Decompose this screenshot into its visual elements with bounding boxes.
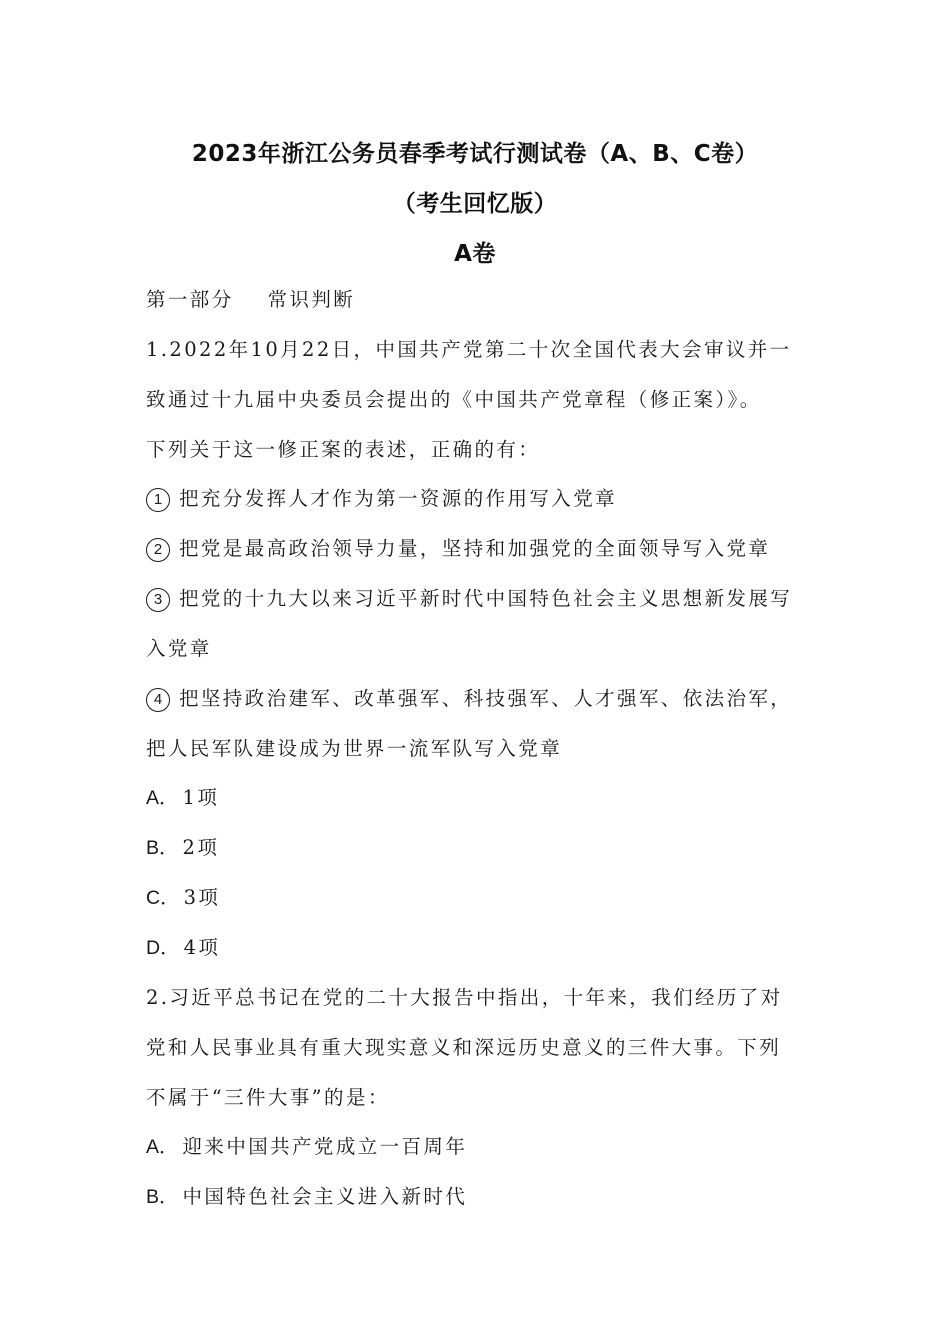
- statement-continuation: 入党章: [146, 637, 212, 660]
- option-text: 4项: [183, 936, 221, 959]
- circled-number-marker: 2: [146, 538, 170, 562]
- q2-option-a: [146, 1133, 826, 1161]
- document-subtitle: （考生回忆版）: [392, 191, 558, 217]
- q1-statement-2: [146, 535, 826, 563]
- option-key: A．: [146, 1136, 179, 1158]
- q1-option-b: [146, 834, 826, 862]
- option-text: 1项: [182, 786, 220, 809]
- statement-text: 把党的十九大以来习近平新时代中国特色社会主义思想新发展写: [179, 587, 793, 610]
- option-text: 3项: [183, 886, 221, 909]
- option-key: B．: [146, 1186, 179, 1208]
- circled-number-marker: 3: [146, 588, 170, 612]
- paper-label: A卷: [454, 241, 496, 267]
- q2-stem-line: 不属于“三件大事”的是：: [146, 1086, 390, 1109]
- option-key: A．: [146, 787, 179, 809]
- option-key: B．: [146, 837, 179, 859]
- circled-number-marker: 4: [146, 688, 170, 712]
- q1-option-d: [146, 934, 826, 962]
- option-key: D．: [146, 937, 180, 959]
- q1-stem-line: 致通过十九届中央委员会提出的《中国共产党章程（修正案）》。: [146, 388, 762, 411]
- statement-text: 把充分发挥人才作为第一资源的作用写入党章: [179, 487, 618, 510]
- section-part: 第一部分: [146, 288, 234, 311]
- option-key: C．: [146, 887, 180, 909]
- q1-stem-line: 下列关于这一修正案的表述，正确的有：: [146, 438, 541, 461]
- q1-stem-line: 1.2022年10月22日，中国共产党第二十次全国代表大会审议并一: [146, 338, 792, 361]
- statement-continuation: 把人民军队建设成为世界一流军队写入党章: [146, 737, 563, 760]
- option-text: 中国特色社会主义进入新时代: [182, 1185, 468, 1208]
- section-heading: [146, 286, 826, 314]
- q1-statement-4: [146, 685, 826, 713]
- statement-text: 把坚持政治建军、改革强军、科技强军、人才强军、依法治军，: [179, 687, 793, 710]
- q2-stem-line: 2.习近平总书记在党的二十大报告中指出，十年来，我们经历了对: [146, 986, 783, 1009]
- q1-statement-3: [146, 585, 826, 613]
- section-name: 常识判断: [267, 288, 356, 311]
- q1-statement-1: [146, 485, 826, 513]
- q2-option-b: [146, 1183, 826, 1211]
- option-text: 迎来中国共产党成立一百周年: [182, 1135, 468, 1158]
- q1-option-c: [146, 884, 826, 912]
- circled-number-marker: 1: [146, 488, 170, 512]
- option-text: 2项: [182, 836, 220, 859]
- statement-text: 把党是最高政治领导力量，坚持和加强党的全面领导写入党章: [179, 537, 771, 560]
- q2-stem-line: 党和人民事业具有重大现实意义和深远历史意义的三件大事。下列: [146, 1036, 782, 1059]
- document-title: 2023年浙江公务员春季考试行测试卷（A、B、C卷）: [191, 141, 759, 167]
- q1-option-a: [146, 784, 826, 812]
